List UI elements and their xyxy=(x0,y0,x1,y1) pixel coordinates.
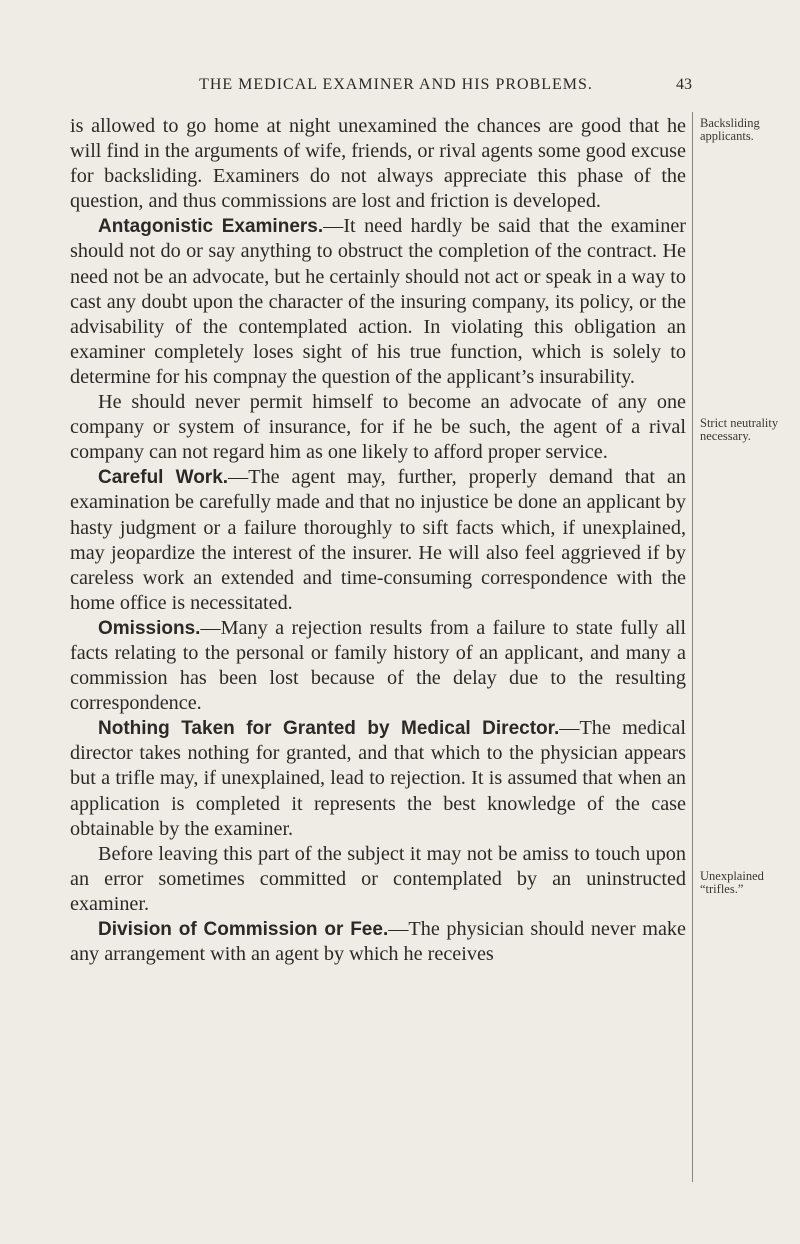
margin-rule xyxy=(692,112,693,1182)
page-header xyxy=(140,76,692,106)
margin-note-backsliding: Backsliding applicants. xyxy=(700,116,760,143)
paragraph-text: —It need hardly be said that the examiner should not do or say anything to obstruct the completion of the contract. He need not be an advocate, but he certainly should not act or speak in a way to cast any doubt upon the character of the insuring company, its policy, or the advisability of the contemplated action. In violating this obligation an examiner completely loses sight of his true function, which is solely to determine for his compnay the question of the applicant’s insurability. xyxy=(70,215,686,388)
paragraph xyxy=(70,716,686,841)
paragraph-text: Before leaving this part of the subject it may not be amiss to touch upon an error sometimes committed or contemplated by an uninstructed examiner. xyxy=(70,842,686,915)
paragraph-text: —The physician should never make any arrangement with an agent by which he receives xyxy=(70,918,686,966)
paragraph-text: He should never permit himself to become an advocate of any one company or system of insurance, for if he be such, the agent of a rival company can not regard him as one likely to afford proper service. xyxy=(70,391,686,464)
margin-note-neutrality: Strict neutrality necessary. xyxy=(700,416,779,443)
paragraph xyxy=(70,465,686,616)
paragraph-text: —Many a rejection results from a failure to state fully all facts relating to the personal or family history of an applicant, and many a commission has been lost because of the delay due to the resulting correspondence. xyxy=(70,616,686,715)
paragraph-heading: Antagonistic Examiners. xyxy=(98,216,324,238)
paragraph xyxy=(70,114,686,214)
paragraph xyxy=(70,214,686,390)
paragraph-heading: Omissions. xyxy=(98,617,201,639)
paragraph xyxy=(70,390,686,465)
paragraph xyxy=(70,616,686,716)
paragraph-text: —The medical director takes nothing for granted, and that which to the physician appears but a trifle may, if unexplained, lead to rejection. It is assumed that when an application is completed it represents the best knowledge of the case obtainable by the examiner. xyxy=(70,717,686,840)
paragraph-text: —The agent may, further, properly demand that an examination be carefully made and that no injustice be done an applicant by hasty judgment or a failure thoroughly to sift facts which, if unexplained, may jeopardize the interest of the insurer. He will also feel aggrieved if by careless work an extended and time-consuming correspondence with the home office is necessitated. xyxy=(70,466,686,614)
paragraph-text: is allowed to go home at night unexamined the chances are good that he will find in the arguments of wife, friends, or rival agents some good excuse for backsliding. Examiners do not always appreciate this phase of the question, and thus commissions are lost and friction is developed. xyxy=(70,115,686,213)
margin-note-trifles: Unexplained “trifles.” xyxy=(700,869,764,896)
paragraph-heading: Division of Commission or Fee. xyxy=(98,919,389,940)
paragraph-heading: Nothing Taken for Granted by Medical Director. xyxy=(98,718,560,740)
running-title: THE MEDICAL EXAMINER AND HIS PROBLEMS. xyxy=(199,76,593,93)
page-number: 43 xyxy=(676,76,692,93)
paragraph xyxy=(70,917,686,967)
body-text xyxy=(70,114,686,967)
paragraph xyxy=(70,842,686,917)
paragraph-heading: Careful Work. xyxy=(98,467,229,489)
